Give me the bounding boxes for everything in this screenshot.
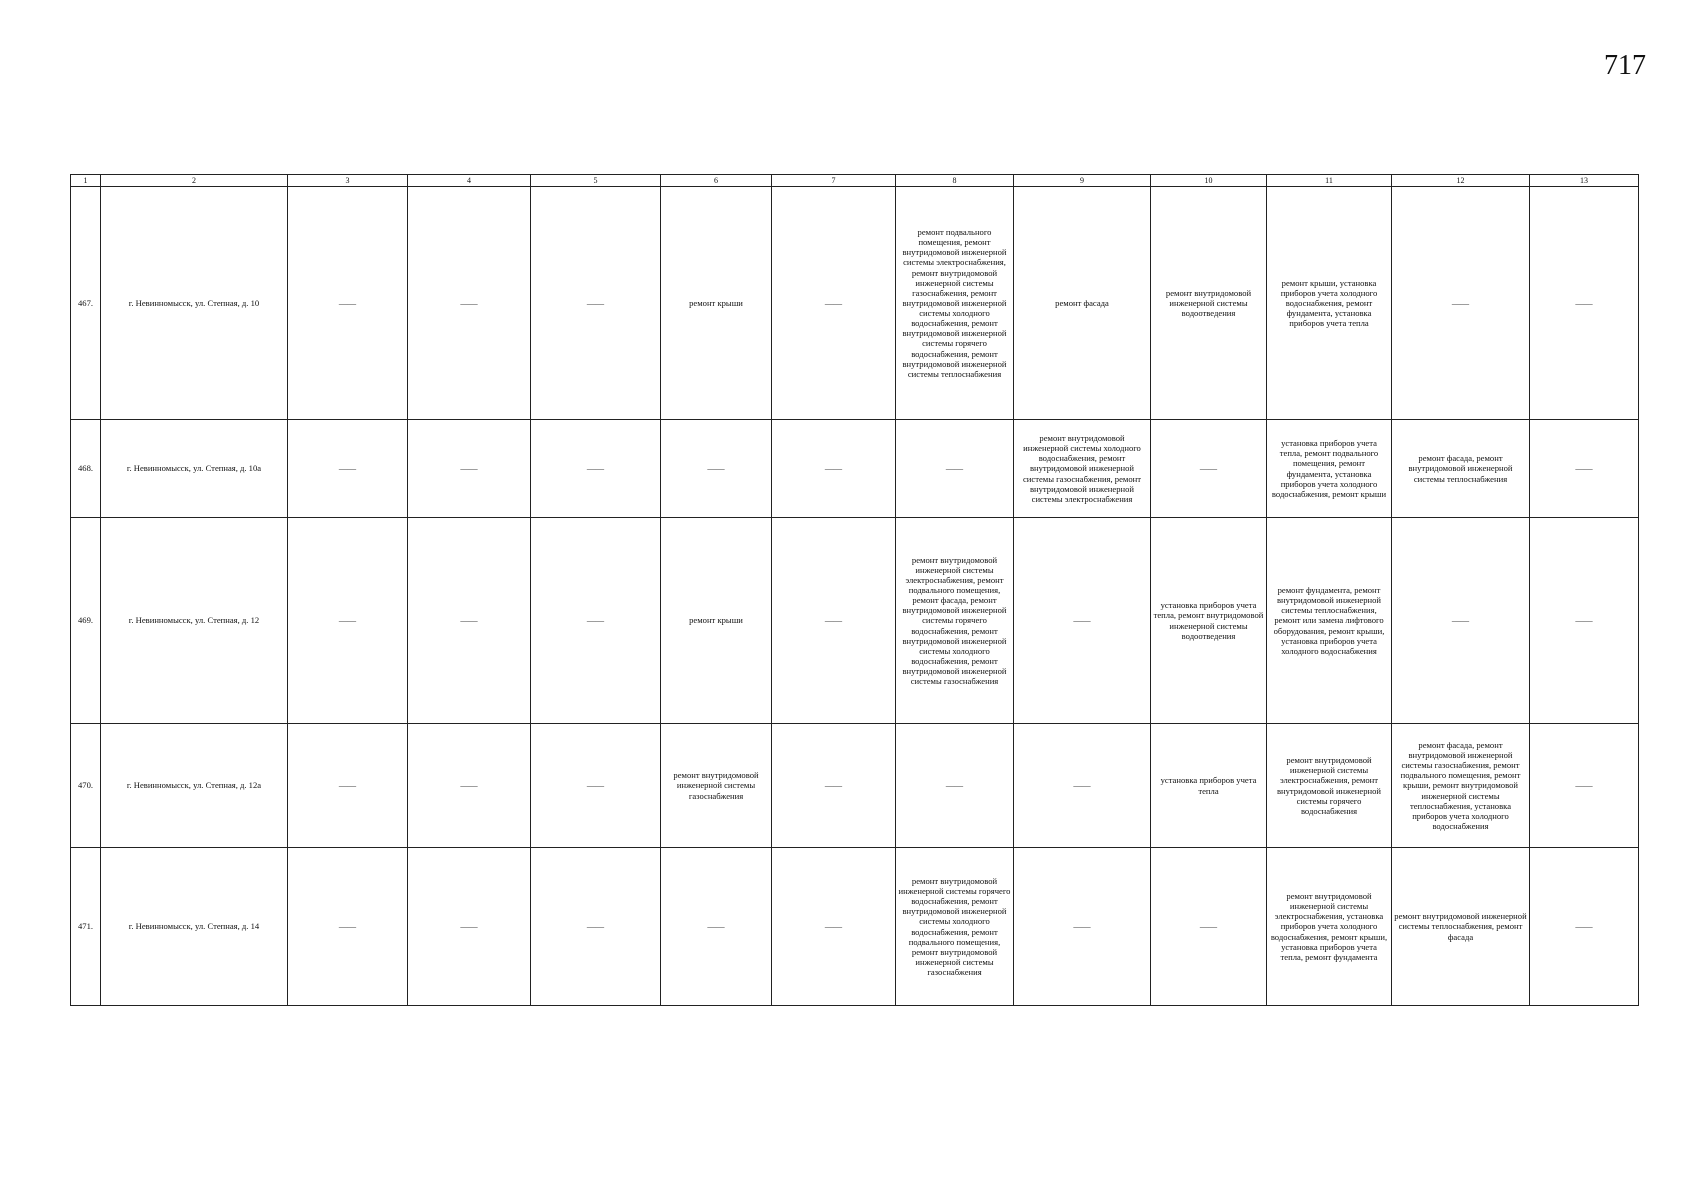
- cell-col-12: ремонт фасада, ремонт внутридомовой инженерной системы теплоснабжения: [1392, 420, 1530, 518]
- column-header: 5: [531, 175, 661, 187]
- cell-col-4: ——: [408, 518, 531, 724]
- column-header: 3: [288, 175, 408, 187]
- column-header: 10: [1151, 175, 1267, 187]
- cell-col-3: ——: [288, 420, 408, 518]
- table-row: [71, 848, 1639, 1006]
- cell-col-8: ——: [896, 724, 1014, 848]
- cell-col-8: ——: [896, 420, 1014, 518]
- row-number: 467.: [71, 187, 101, 420]
- column-header: 11: [1267, 175, 1392, 187]
- repair-schedule-table: [70, 174, 1639, 1006]
- column-header: 8: [896, 175, 1014, 187]
- cell-col-7: ——: [772, 848, 896, 1006]
- row-number: 470.: [71, 724, 101, 848]
- cell-col-7: ——: [772, 724, 896, 848]
- row-address: г. Невинномысск, ул. Степная, д. 14: [101, 848, 288, 1006]
- row-number: 471.: [71, 848, 101, 1006]
- cell-col-11: установка приборов учета тепла, ремонт подвального помещения, ремонт фундамента, установка приборов учета холодного водоснабжения, ремонт крыши: [1267, 420, 1392, 518]
- cell-col-3: ——: [288, 518, 408, 724]
- row-address: г. Невинномысск, ул. Степная, д. 10а: [101, 420, 288, 518]
- cell-col-5: ——: [531, 724, 661, 848]
- column-header: 4: [408, 175, 531, 187]
- cell-col-3: ——: [288, 187, 408, 420]
- column-header: 2: [101, 175, 288, 187]
- cell-col-5: ——: [531, 518, 661, 724]
- cell-col-5: ——: [531, 848, 661, 1006]
- table-row: [71, 518, 1639, 724]
- column-number-row: [71, 175, 1639, 187]
- cell-col-10: ——: [1151, 848, 1267, 1006]
- cell-col-13: ——: [1530, 187, 1639, 420]
- cell-col-4: ——: [408, 420, 531, 518]
- cell-col-13: ——: [1530, 724, 1639, 848]
- row-number: 469.: [71, 518, 101, 724]
- page-number: 717: [1604, 50, 1646, 81]
- cell-col-11: ремонт внутридомовой инженерной системы электроснабжения, ремонт внутридомовой инженерной системы горячего водоснабжения: [1267, 724, 1392, 848]
- cell-col-10: установка приборов учета тепла, ремонт внутридомовой инженерной системы водоотведения: [1151, 518, 1267, 724]
- cell-col-9: ——: [1014, 518, 1151, 724]
- cell-col-3: ——: [288, 724, 408, 848]
- cell-col-13: ——: [1530, 420, 1639, 518]
- cell-col-7: ——: [772, 187, 896, 420]
- cell-col-12: ремонт фасада, ремонт внутридомовой инженерной системы газоснабжения, ремонт подвального помещения, ремонт крыши, ремонт внутридомовой инженерной системы теплоснабжения, установка приборов учета холодного водоснабжения: [1392, 724, 1530, 848]
- cell-col-4: ——: [408, 187, 531, 420]
- cell-col-7: ——: [772, 420, 896, 518]
- cell-col-5: ——: [531, 420, 661, 518]
- cell-col-9: ремонт фасада: [1014, 187, 1151, 420]
- row-number: 468.: [71, 420, 101, 518]
- cell-col-7: ——: [772, 518, 896, 724]
- cell-col-8: ремонт внутридомовой инженерной системы горячего водоснабжения, ремонт внутридомовой инженерной системы холодного водоснабжения, ремонт подвального помещения, ремонт внутридомовой инженерной системы газоснабжения: [896, 848, 1014, 1006]
- column-header: 7: [772, 175, 896, 187]
- cell-col-9: ——: [1014, 724, 1151, 848]
- cell-col-11: ремонт крыши, установка приборов учета холодного водоснабжения, ремонт фундамента, установка приборов учета тепла: [1267, 187, 1392, 420]
- cell-col-4: ——: [408, 848, 531, 1006]
- cell-col-12: ——: [1392, 187, 1530, 420]
- cell-col-11: ремонт фундамента, ремонт внутридомовой инженерной системы теплоснабжения, ремонт или замена лифтового оборудования, ремонт крыши, установка приборов учета холодного водоснабжения: [1267, 518, 1392, 724]
- cell-col-12: ——: [1392, 518, 1530, 724]
- row-address: г. Невинномысск, ул. Степная, д. 12а: [101, 724, 288, 848]
- table-row: [71, 420, 1639, 518]
- cell-col-6: ремонт крыши: [661, 187, 772, 420]
- cell-col-6: ремонт внутридомовой инженерной системы газоснабжения: [661, 724, 772, 848]
- column-header: 12: [1392, 175, 1530, 187]
- cell-col-12: ремонт внутридомовой инженерной системы теплоснабжения, ремонт фасада: [1392, 848, 1530, 1006]
- column-header: 9: [1014, 175, 1151, 187]
- column-header: 6: [661, 175, 772, 187]
- cell-col-6: ремонт крыши: [661, 518, 772, 724]
- cell-col-9: ремонт внутридомовой инженерной системы холодного водоснабжения, ремонт внутридомовой инженерной системы газоснабжения, ремонт внутридомовой инженерной системы электроснабжения: [1014, 420, 1151, 518]
- column-header: 13: [1530, 175, 1639, 187]
- cell-col-6: ——: [661, 848, 772, 1006]
- row-address: г. Невинномысск, ул. Степная, д. 10: [101, 187, 288, 420]
- cell-col-10: ремонт внутридомовой инженерной системы водоотведения: [1151, 187, 1267, 420]
- row-address: г. Невинномысск, ул. Степная, д. 12: [101, 518, 288, 724]
- cell-col-13: ——: [1530, 848, 1639, 1006]
- cell-col-8: ремонт подвального помещения, ремонт внутридомовой инженерной системы электроснабжения, ремонт внутридомовой инженерной системы газоснабжения, ремонт внутридомовой инженерной системы холодного водоснабжения, ремонт внутридомовой инженерной системы горячего водоснабжения, ремонт внутридомовой инженерной системы теплоснабжения: [896, 187, 1014, 420]
- cell-col-10: ——: [1151, 420, 1267, 518]
- cell-col-3: ——: [288, 848, 408, 1006]
- cell-col-13: ——: [1530, 518, 1639, 724]
- cell-col-8: ремонт внутридомовой инженерной системы электроснабжения, ремонт подвального помещения, ремонт фасада, ремонт внутридомовой инженерной системы горячего водоснабжения, ремонт внутридомовой инженерной системы холодного водоснабжения, ремонт внутридомовой инженерной системы газоснабжения: [896, 518, 1014, 724]
- cell-col-4: ——: [408, 724, 531, 848]
- cell-col-11: ремонт внутридомовой инженерной системы электроснабжения, установка приборов учета холодного водоснабжения, ремонт крыши, установка приборов учета тепла, ремонт фундамента: [1267, 848, 1392, 1006]
- table-row: [71, 187, 1639, 420]
- cell-col-5: ——: [531, 187, 661, 420]
- cell-col-9: ——: [1014, 848, 1151, 1006]
- table-row: [71, 724, 1639, 848]
- column-header: 1: [71, 175, 101, 187]
- cell-col-10: установка приборов учета тепла: [1151, 724, 1267, 848]
- cell-col-6: ——: [661, 420, 772, 518]
